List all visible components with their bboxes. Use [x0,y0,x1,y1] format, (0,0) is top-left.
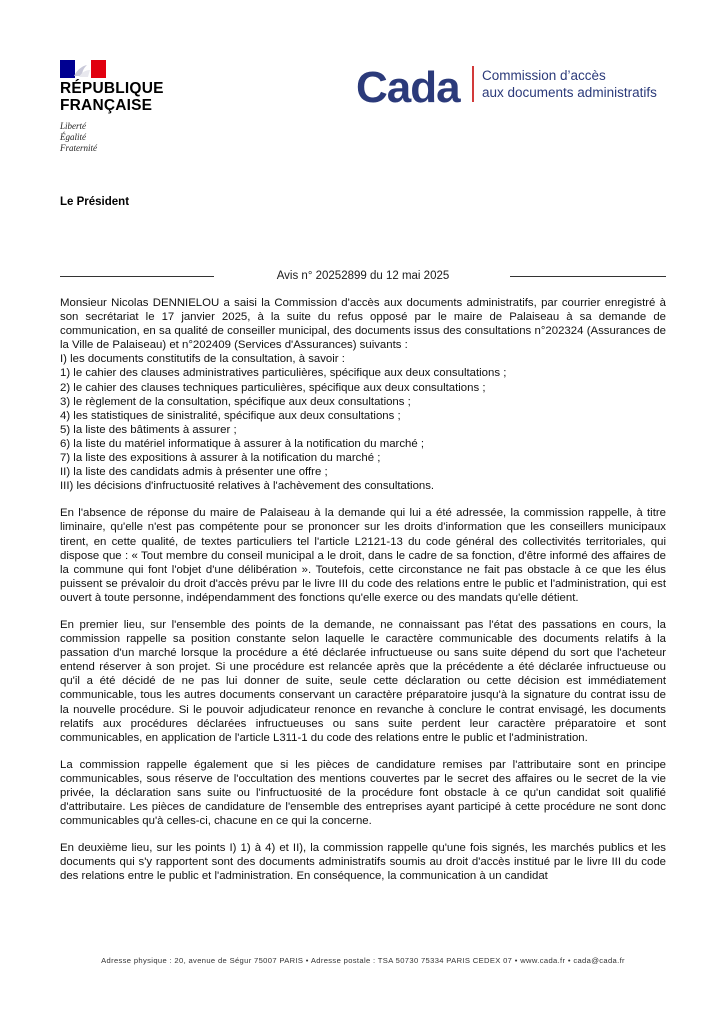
devise-fraternite: Fraternité [60,143,97,153]
paragraph-liminaire: En l'absence de réponse du maire de Palaiseau à la demande qui lui a été adressée, la commission rappelle, à titre liminaire, qu'elle n'est pas compétente pour se prononcer sur les droits d'information que les conseillers municipaux tirent, en cette qualité, de textes particuliers tel l'article L2121-13 du code général des collectivités territoriales, qui dispose que : « Tout membre du conseil municipal a le droit, dans le cadre de sa fonction, d'être informé des affaires de la commune qui font l'objet d'une délibération ». Toutefois, cette circonstance ne fait pas obstacle à ce que les élus puissent se prévaloir du droit d'accès prévu par le livre III du code des relations entre le public et l'administration, qui est ouvert à toute personne, indépendamment des fonctions qu'elle exerce ou des mandats qu'elle détient. [60,507,666,604]
letterhead [0,0,725,170]
list-item: 2) le cahier des clauses techniques particulières, spécifique aux deux consultations ; [60,381,486,394]
list-item: III) les décisions d'infructuosité relatives à l'achèvement des consultations. [60,480,435,493]
signatory-title: Le Président [60,196,130,208]
paragraph-premier-lieu: En premier lieu, sur l'ensemble des points de la demande, ne connaissant pas l'état des passations en cours, la commission rappelle sa position constante selon laquelle le caractère communicable des documents relatifs à la passation d'un marché lorsque la procédure a été déclarée infructueuse ou sans suite dépend du sort que l'acheteur entend réserver à son projet. Si une procédure est relancée après que la précédente a été déclarée infructueuse ou qu'il a été décidé de ne pas lui donner de suite, seule cette déclaration ou cette décision est immédiatement communicable, tous les autres documents conservant un caractère préparatoire jusqu'à la signature du contrat issu de la nouvelle procédure. Si le pouvoir adjudicateur renonce en revanche à conclure le contrat envisagé, les documents relatifs aux procédures déclarées infructueuses ou sans suite perdent leur caractère préparatoire et sont communicables, en application de l'article L311-1 du code des relations entre le public et l'administration. [60,618,666,744]
cada-name-line-2: aux documents administratifs [482,85,657,100]
list-item: I) les documents constitutifs de la consultation, à savoir : [60,353,345,366]
republic-line-1: RÉPUBLIQUE [60,80,164,97]
paragraph-candidature: La commission rappelle également que si les pièces de candidature remises par l'attributaire sont en principe communicables, sous réserve de l'occultation des mentions couvertes par le secret des affaires ou le secret de la vie privée, la déclaration sans suite ou l'infructuosité de la procédure font obstacle à ce qu'un candidat soit qualifié d'attributaire. Les pièces de candidature de l'ensemble des entreprises ayant participé à cette procédure ne sont donc communicables qu'à celles-ci, chacune en ce qui la concerne. [60,758,666,828]
list-item: 3) le règlement de la consultation, spécifique aux deux consultations ; [60,395,411,408]
intro-paragraph [60,296,666,493]
avis-heading [60,268,666,284]
cada-full-name [482,67,657,101]
list-item: 4) les statistiques de sinistralité, spécifique aux deux consultations ; [60,409,401,422]
republique-francaise-title [60,80,164,114]
devise [60,121,97,154]
cada-logo-text: Cada [356,63,460,110]
republic-line-2: FRANÇAISE [60,97,153,114]
list-item: 5) la liste des bâtiments à assurer ; [60,423,237,436]
footer-address: Adresse physique : 20, avenue de Ségur 75007 PARIS • Adresse postale : TSA 50730 75334 PARIS CEDEX 07 • www.cada.fr • cada@cada.fr [101,956,625,965]
cada-name-line-1: Commission d’accès [482,68,606,83]
document-body [60,296,666,897]
avis-title: Avis n° 20252899 du 12 mai 2025 [276,270,450,282]
list-item: II) la liste des candidats admis à présenter une offre ; [60,466,328,479]
cada-separator [472,66,474,102]
paragraph-deuxieme-lieu: En deuxième lieu, sur les points I) 1) à 4) et II), la commission rappelle qu'une fois signés, les marchés publics et les documents qui s'y rapportent sont des documents administratifs soumis au droit d'accès institué par le livre III du code des relations entre le public et l'administration. En conséquence, la communication à un candidat [60,842,666,883]
list-item: 6) la liste du matériel informatique à assurer à la notification du marché ; [60,437,425,450]
list-item: 1) le cahier des clauses administratives particulières, spécifique aux deux consultations ; [60,367,507,380]
requested-documents-list [60,352,666,493]
intro-text: Monsieur Nicolas DENNIELOU a saisi la Commission d'accès aux documents administratifs, par courrier enregistré à son secrétariat le 17 janvier 2025, à la suite du refus opposé par le maire de Palaiseau à sa demande de communication, en sa qualité de conseiller municipal, des documents issus des consultations n°202324 (Assurances de la Ville de Palaiseau) et n°202409 (Services d'Assurances) suivants : [60,297,666,352]
devise-egalite: Égalité [60,132,86,142]
devise-liberte: Liberté [60,121,86,131]
marianne-logo-icon [60,60,106,78]
avis-rule-right [510,276,666,277]
list-item: 7) la liste des expositions à assurer à la notification du marché ; [60,452,381,465]
cada-logo-icon [356,58,466,110]
